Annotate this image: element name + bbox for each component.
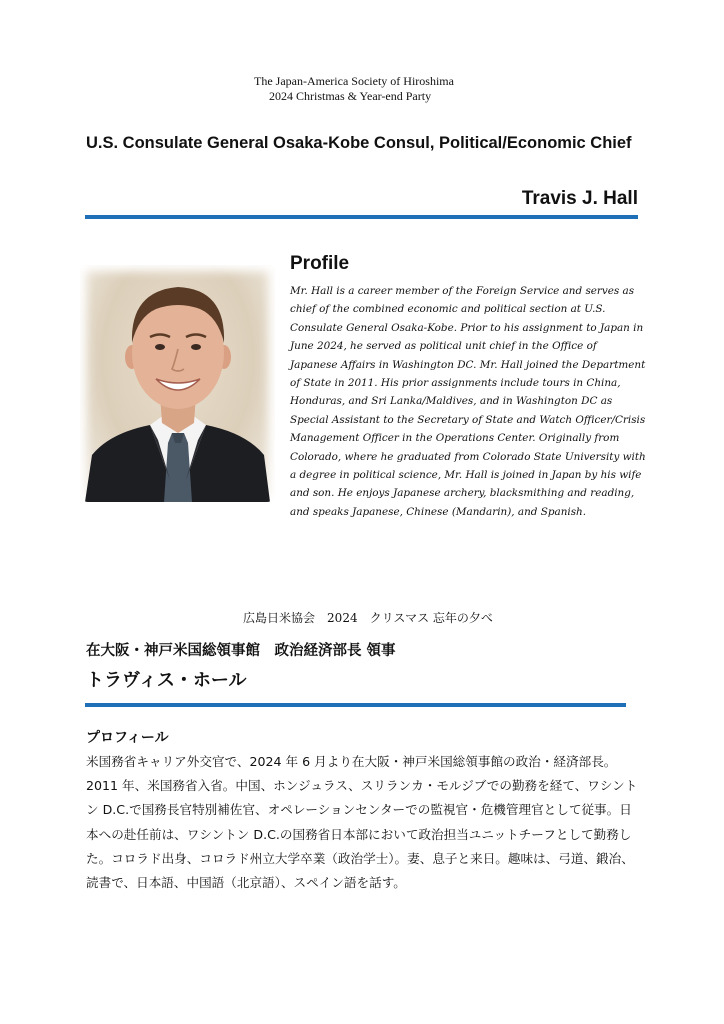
profile-heading-jp: プロフィール	[86, 730, 169, 746]
speaker-name-jp: トラヴィス・ホール	[86, 670, 247, 691]
event-organizer: The Japan-America Society of Hiroshima	[254, 74, 454, 88]
event-header-jp: 広島日米協会 2024 クリスマス 忘年の夕べ	[243, 611, 493, 625]
position-title-en: U.S. Consulate General Osaka-Kobe Consul, Political/Economic Chief	[86, 134, 632, 152]
profile-heading-en: Profile	[290, 253, 350, 274]
position-title-jp: 在大阪・神戸米国総領事館 政治経済部長 領事	[86, 643, 396, 659]
speaker-name-en: Travis J. Hall	[521, 188, 638, 209]
bio-en	[86, 282, 646, 521]
divider-rule-jp	[85, 703, 626, 707]
portrait-wrap-space	[86, 282, 290, 512]
bio-jp: 米国務省キャリア外交官で、2024 年 6 月より在大阪・神戸米国総領事館の政治・経済部長。2011 年、米国務省入省。中国、ホンジュラス、スリランカ・モルジブでの勤務を経て、ワシントン D.C.で国務長官特別補佐官、オペレーションセンターでの監視官・危機管理官として従事。日本への赴任前は、ワシントン D.C.の国務省日本部において政治担当ユニットチーフとして勤務した。コロラド出身、コロラド州立大学卒業（政治学士）。妻、息子と来日。趣味は、弓道、鍛冶、読書で、日本語、中国語（北京語）、スペイン語を話す。	[86, 754, 638, 891]
divider-rule	[85, 215, 638, 219]
bio-en-text: Mr. Hall is a career member of the Foreign Service and serves as chief of the combined economic and political section at U.S. Consulate General Osaka-Kobe. Prior to his assignment to Japan in June 2024, he served as political unit chief in the Office of Japanese Affairs in Washington DC. Mr. Hall joined the Department of State in 2011. His prior assignments include tours in China, Honduras, and Sri Lanka/Maldives, and in Washington DC as Special Assistant to the Secretary of State and Watch Officer/Crisis Management Officer in the Operations Center. Originally from Colorado, where he graduated from Colorado State University with a degree in political science, Mr. Hall is joined in Japan by his wife and son. He enjoys Japanese archery, blacksmithing and reading, and speaks Japanese, Chinese (Mandarin), and Spanish.	[290, 285, 646, 518]
event-title: 2024 Christmas & Year-end Party	[269, 89, 432, 103]
